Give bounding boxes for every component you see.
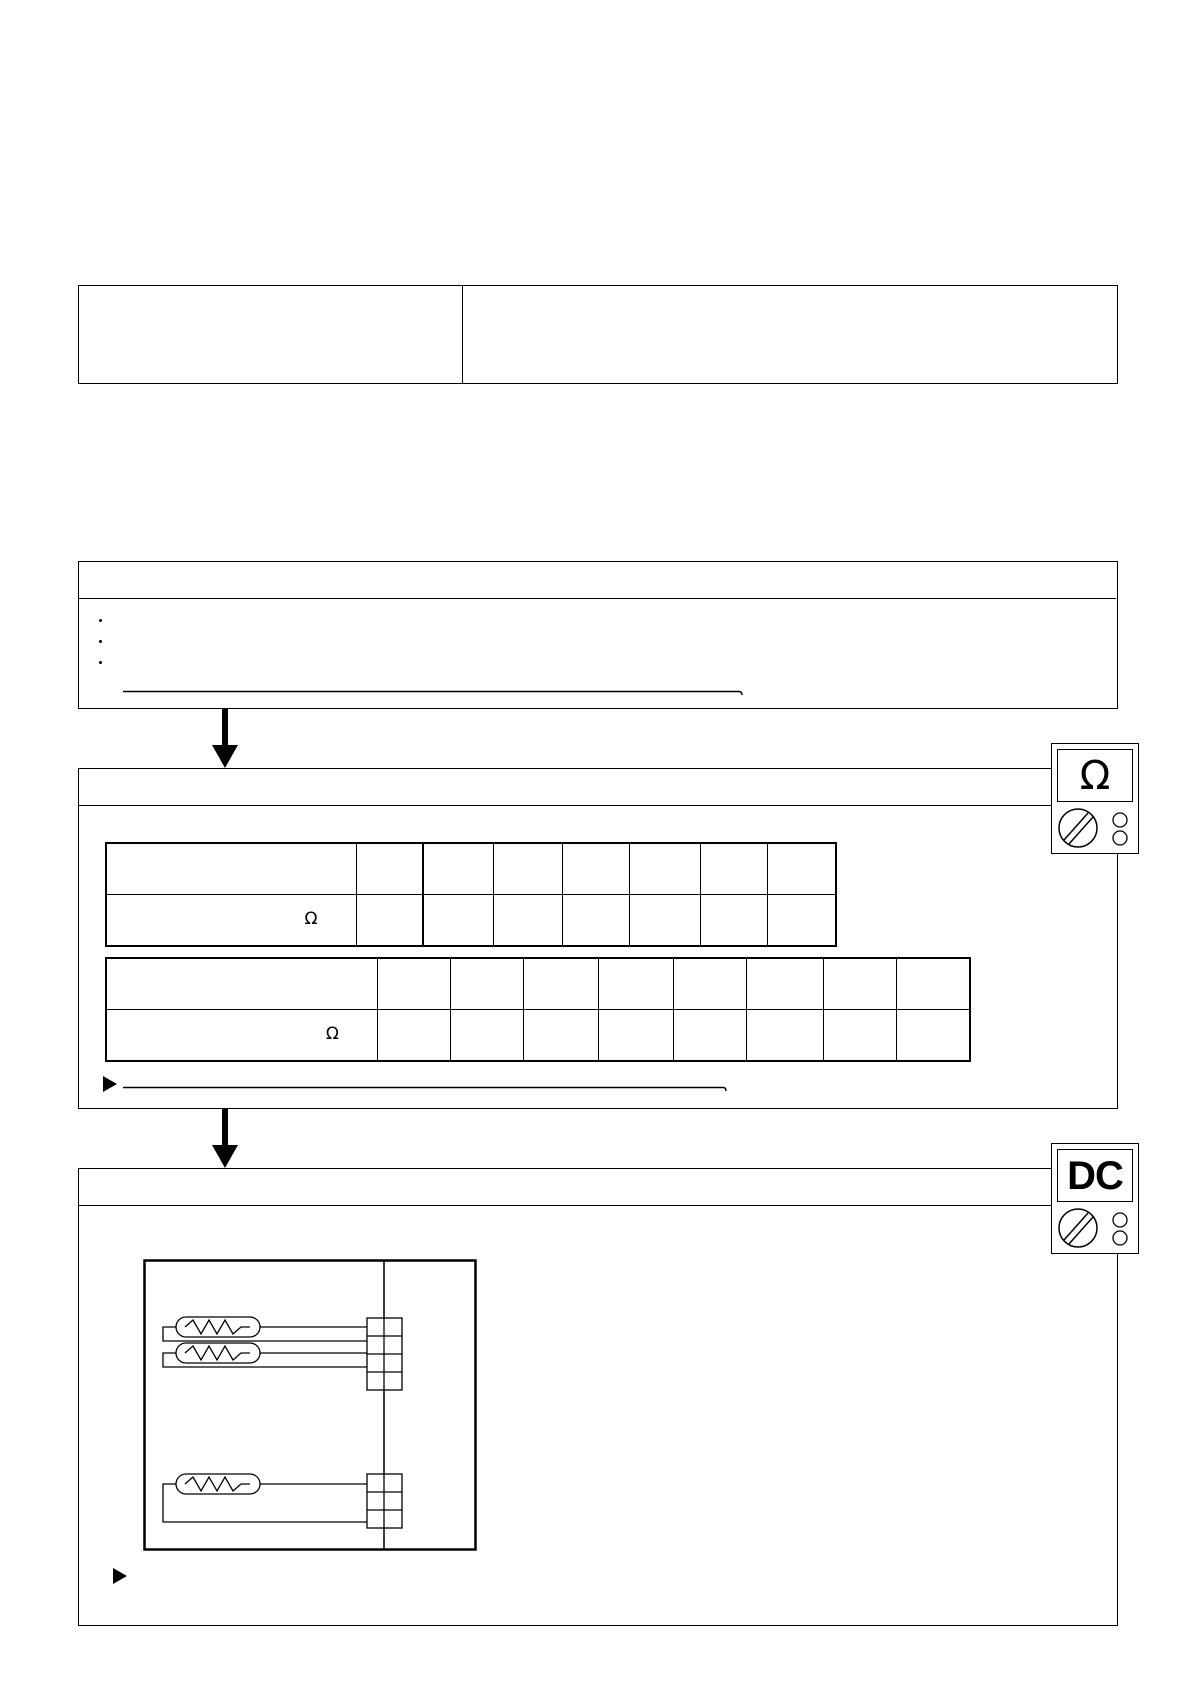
table-cell xyxy=(767,894,836,946)
meter-dial-icon xyxy=(1054,1204,1138,1252)
table-cell xyxy=(896,958,970,1009)
dc-voltmeter-icon xyxy=(1051,1143,1139,1254)
table-cell xyxy=(493,843,562,894)
step-1-box xyxy=(78,561,1118,709)
table-cell xyxy=(746,958,823,1009)
table-cell xyxy=(450,958,524,1009)
table-cell xyxy=(599,1009,674,1061)
dc-symbol: DC xyxy=(1067,1153,1123,1198)
step-1-header-divider xyxy=(79,598,1116,599)
arrow-down-icon xyxy=(211,1109,239,1169)
thermistor-icon xyxy=(163,1317,367,1341)
table-cell xyxy=(106,1009,377,1061)
table-cell xyxy=(106,894,356,946)
table-cell xyxy=(106,843,356,894)
triangle-pointer-icon xyxy=(113,1568,127,1584)
table-cell xyxy=(562,894,629,946)
table-cell xyxy=(823,1009,896,1061)
step-2-underline xyxy=(123,1086,727,1094)
table-cell xyxy=(767,843,836,894)
step-1-underline xyxy=(123,690,743,698)
table-cell xyxy=(629,894,700,946)
table-cell xyxy=(674,958,747,1009)
table-cell xyxy=(377,958,450,1009)
bullet-dot-icon xyxy=(99,661,102,664)
ohm-symbol: Ω xyxy=(1079,752,1111,799)
table-cell xyxy=(356,894,423,946)
table-cell xyxy=(423,894,493,946)
table-row xyxy=(106,1009,970,1061)
summary-table-divider xyxy=(462,286,463,383)
step-3-header-divider xyxy=(79,1205,1116,1206)
step-2-header-divider xyxy=(79,805,1116,806)
table-cell xyxy=(524,1009,599,1061)
step-2-box xyxy=(78,768,1118,1109)
bullet-dot-icon xyxy=(99,619,102,622)
table-cell xyxy=(599,958,674,1009)
table-row xyxy=(106,843,836,894)
meter-dial-icon xyxy=(1054,804,1138,852)
table-cell xyxy=(493,894,562,946)
summary-table xyxy=(78,285,1118,384)
meter-display xyxy=(1057,1149,1133,1202)
table-cell xyxy=(562,843,629,894)
table-cell xyxy=(377,1009,450,1061)
meter-display xyxy=(1057,749,1133,802)
table-cell xyxy=(823,958,896,1009)
table-cell xyxy=(629,843,700,894)
table-cell xyxy=(746,1009,823,1061)
triangle-pointer-icon xyxy=(103,1076,117,1092)
table-row xyxy=(106,894,836,946)
thermistor-wiring-diagram xyxy=(143,1259,479,1553)
table-row xyxy=(106,958,970,1009)
table-cell xyxy=(896,1009,970,1061)
connector-upper xyxy=(367,1318,402,1390)
table-cell xyxy=(356,843,423,894)
connector-lower xyxy=(367,1474,402,1528)
ohm-unit-label: Ω xyxy=(325,1023,339,1044)
step-3-box xyxy=(78,1168,1118,1626)
bullet-dot-icon xyxy=(99,640,102,643)
thermistor-icon xyxy=(163,1474,367,1522)
resistance-table-a xyxy=(105,842,837,947)
table-cell xyxy=(450,1009,524,1061)
table-cell xyxy=(700,843,767,894)
table-cell xyxy=(524,958,599,1009)
table-cell xyxy=(674,1009,747,1061)
thermistor-icon xyxy=(163,1343,367,1367)
arrow-down-icon xyxy=(211,709,239,769)
ohmmeter-icon xyxy=(1051,743,1139,854)
resistance-table-b xyxy=(105,957,971,1062)
table-cell xyxy=(106,958,377,1009)
table-cell xyxy=(700,894,767,946)
table-cell xyxy=(423,843,493,894)
ohm-unit-label: Ω xyxy=(304,908,318,929)
